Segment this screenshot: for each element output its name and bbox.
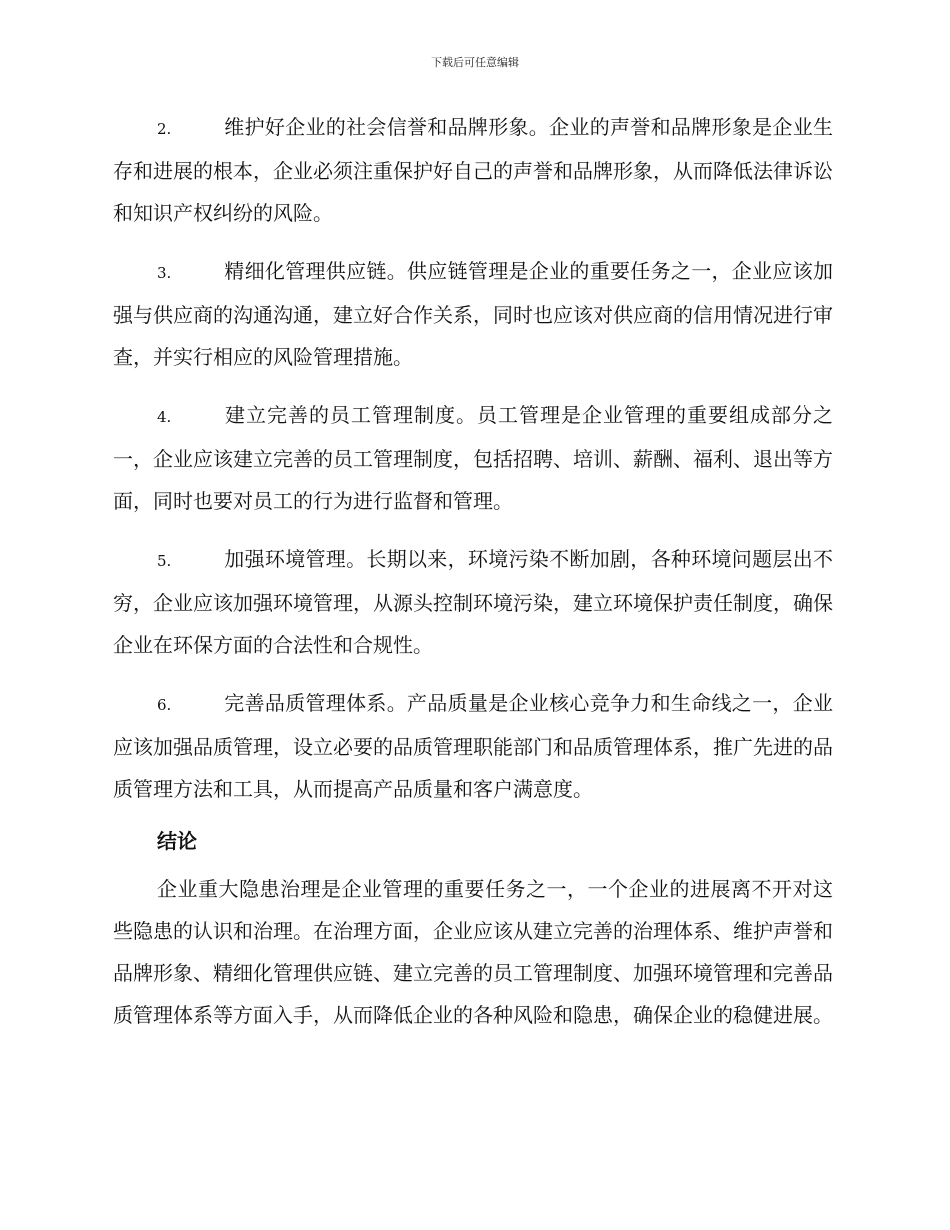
list-item-number: 3. — [157, 264, 172, 282]
conclusion-paragraph: 企业重大隐患治理是企业管理的重要任务之一，一个企业的进展离不开对这些隐患的认识和治理。在治理方面，企业应该从建立完善的治理体系、维护声誉和品牌形象、精细化管理供应链、建立完善的员工管理制度、加强环境管理和完善品质管理体系等方面入手，从而降低企业的各种风险和隐患，确保企业的稳健进展。 — [113, 877, 833, 1027]
list-item — [113, 394, 833, 522]
conclusion-heading: 结论 — [157, 829, 197, 853]
list-item-number: 2. — [157, 120, 172, 138]
list-item — [113, 106, 833, 234]
list-item-text: 精细化管理供应链。供应链管理是企业的重要任务之一，企业应该加强与供应商的沟通沟通，建立好合作关系，同时也应该对供应商的信用情况进行审查，并实行相应的风险管理措施。 — [113, 259, 833, 369]
list-item — [113, 250, 833, 378]
list-item-number: 4. — [157, 408, 172, 426]
list-item — [113, 682, 833, 810]
document-body — [113, 106, 833, 1036]
page-header: 下载后可任意编辑 — [431, 56, 519, 69]
list-item-text: 维护好企业的社会信誉和品牌形象。企业的声誉和品牌形象是企业生存和进展的根本，企业必须注重保护好自己的声誉和品牌形象，从而降低法律诉讼和知识产权纠纷的风险。 — [113, 115, 833, 225]
list-item-text: 加强环境管理。长期以来，环境污染不断加剧，各种环境问题层出不穷，企业应该加强环境管理，从源头控制环境污染，建立环境保护责任制度，确保企业在环保方面的合法性和合规性。 — [113, 547, 833, 657]
list-item-number: 5. — [157, 552, 172, 570]
list-item-number: 6. — [157, 696, 172, 714]
list-item — [113, 538, 833, 666]
list-item-text: 完善品质管理体系。产品质量是企业核心竞争力和生命线之一，企业应该加强品质管理，设立必要的品质管理职能部门和品质管理体系，推广先进的品质管理方法和工具，从而提高产品质量和客户满意度。 — [113, 691, 833, 801]
list-item-text: 建立完善的员工管理制度。员工管理是企业管理的重要组成部分之一，企业应该建立完善的员工管理制度，包括招聘、培训、薪酬、福利、退出等方面，同时也要对员工的行为进行监督和管理。 — [113, 403, 833, 513]
